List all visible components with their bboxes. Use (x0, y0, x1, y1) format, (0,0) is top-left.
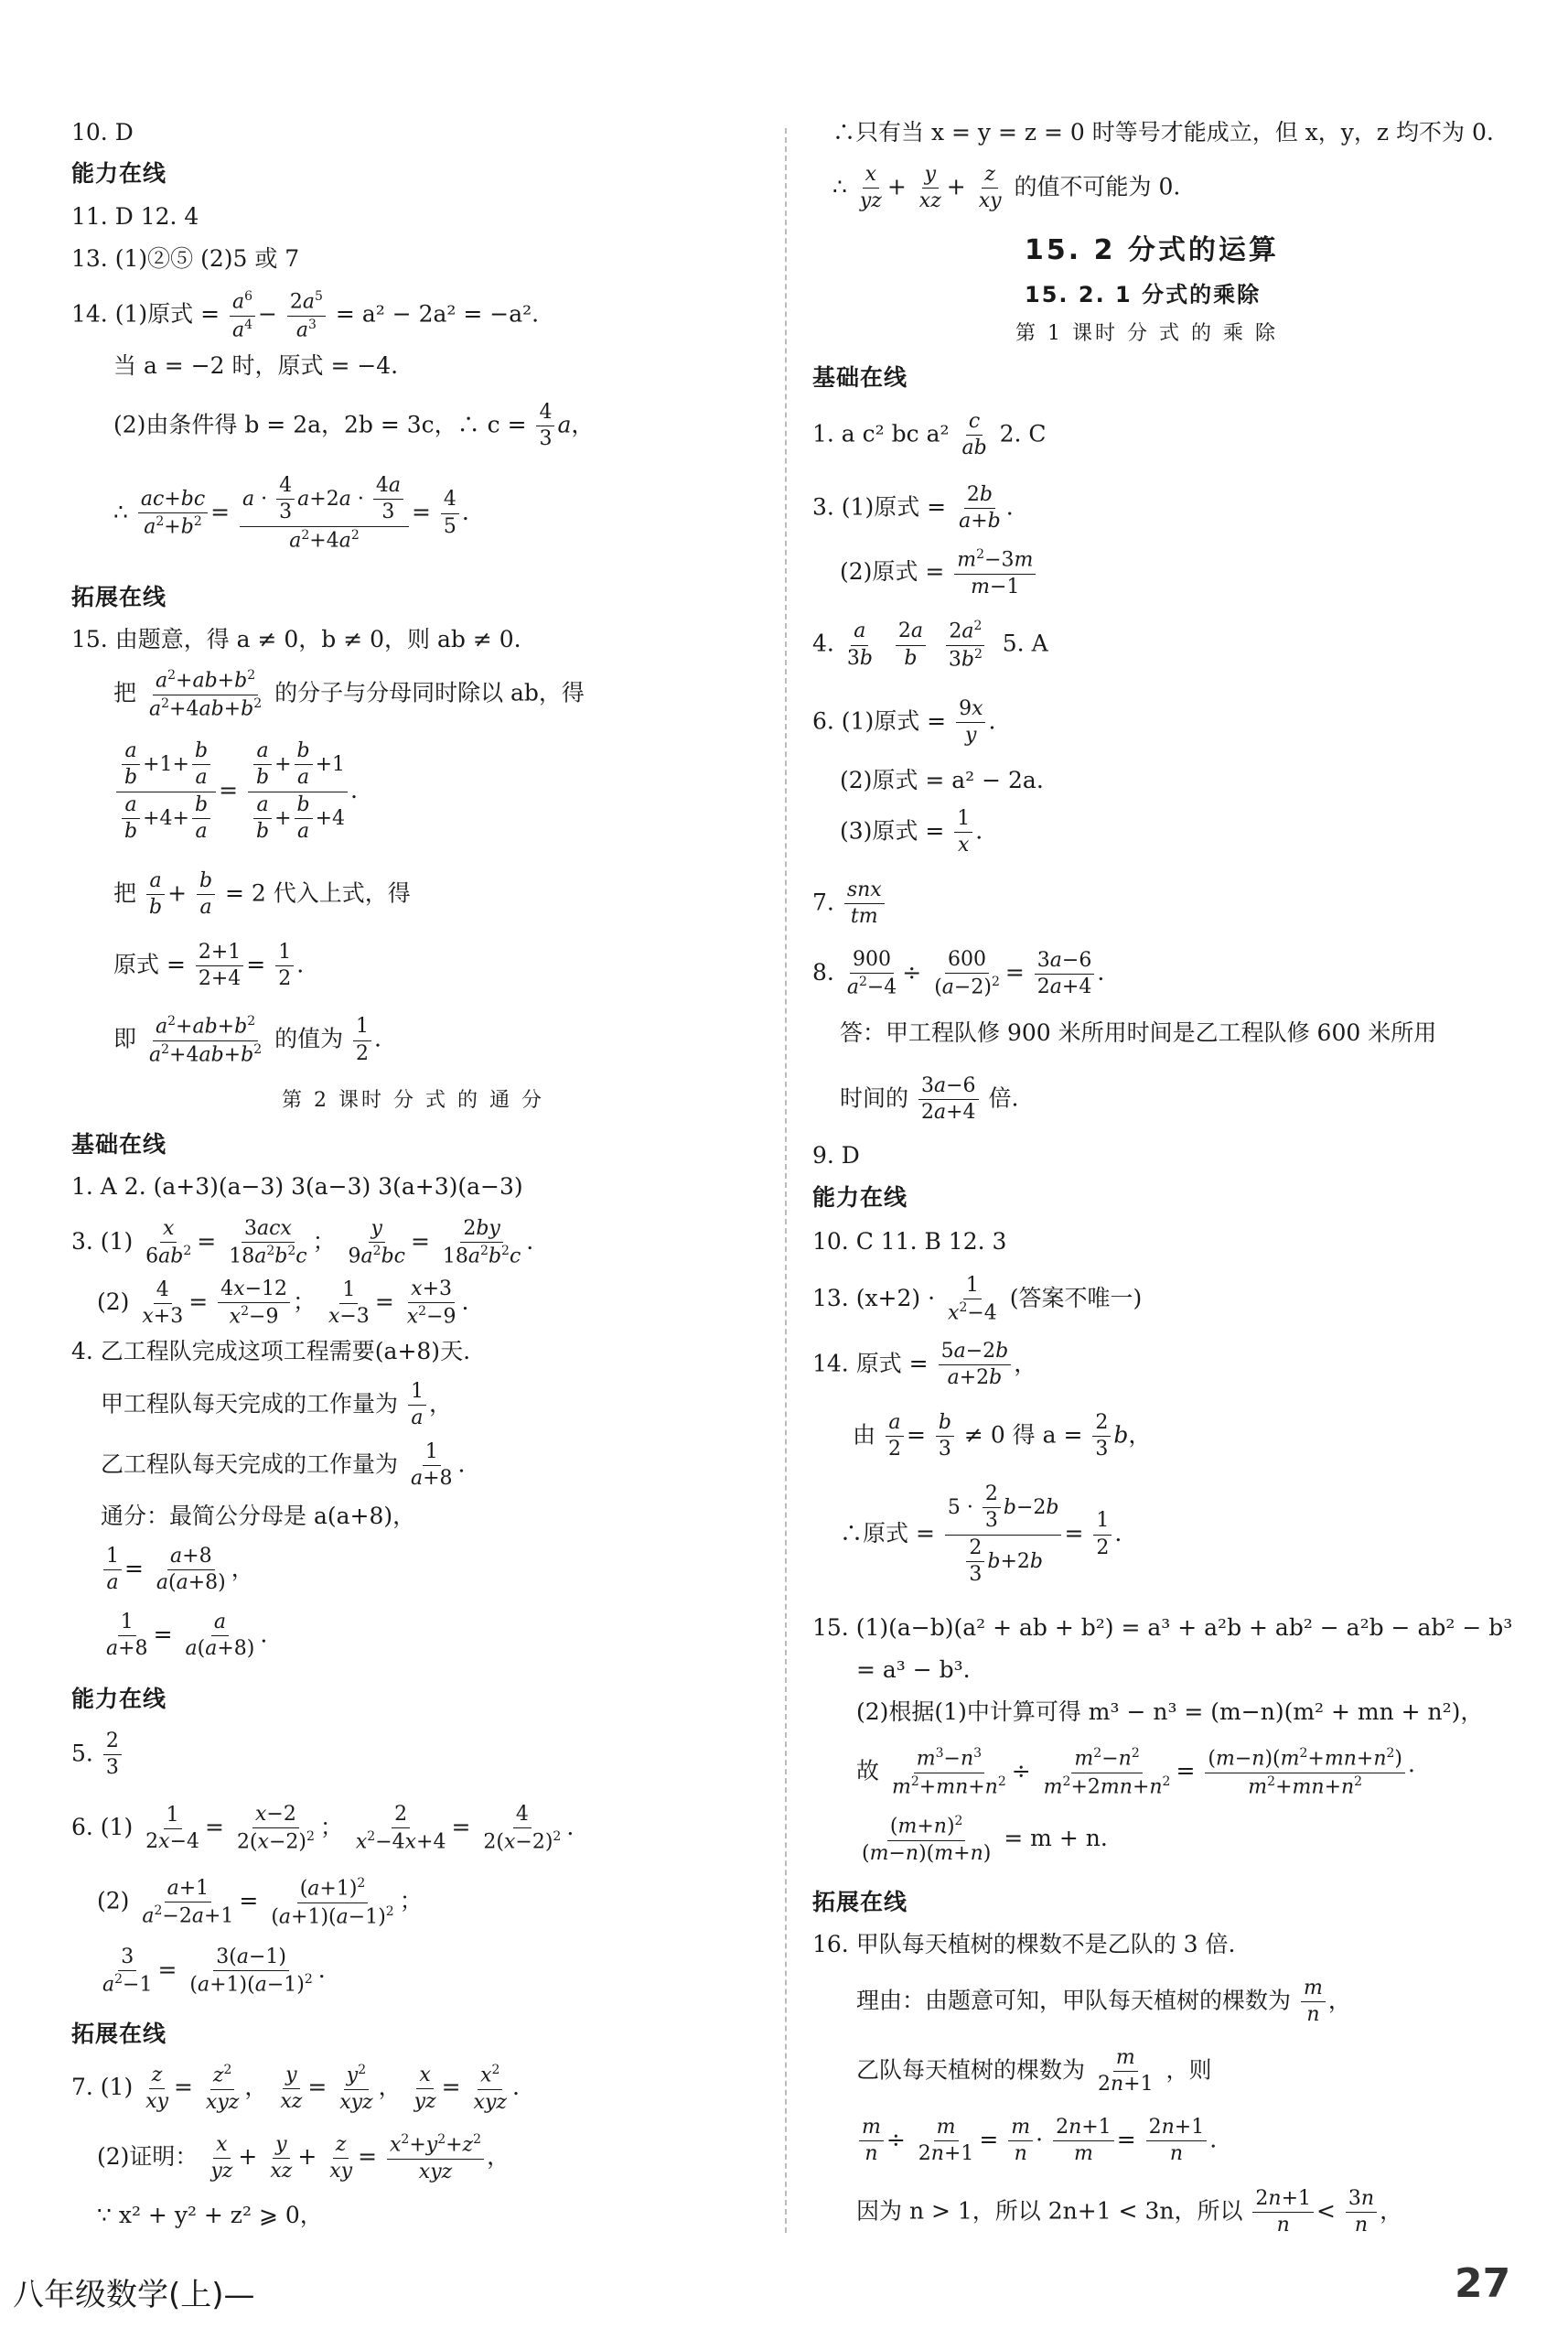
answer-6-3: $\frac{3}{a^2-1}$ = $\frac{3(a-1)}{(a+1)(a-1)^2}$ . (102, 1946, 326, 1997)
answer-4-line5: $\frac{1}{a}$ = $\frac{a+8}{a(a+8)}$ ， (101, 1545, 254, 1596)
section-expand-2: 拓展在线 (71, 2021, 167, 2047)
answer-r16-4: $\frac{m}{n}$ ÷ $\frac{m}{2n+1}$ = $\frac{m}{n}$ · $\frac{2n+1}{m}$ = $\frac{2n+1}{n}$ . (856, 2116, 1217, 2167)
answer-4-line3: 乙工程队每天完成的工作量为 $\frac{1}{a+8}$ . (101, 1440, 466, 1491)
section-expand: 拓展在线 (71, 584, 167, 610)
answer-4-line1: 4. 乙工程队完成这项工程需要(a+8)天. (71, 1338, 471, 1364)
answer-15-line3: $\frac{a}{b}$ +1+ $\frac{b}{a}$ $\frac{a}{b}$ +4+ $\frac{b}{a}$ = $\frac{a}{b}$ + $\frac{b}{a}$ +1 $\frac{a}{b}$ + $\frac{b}{a}$ +4 . (113, 739, 358, 845)
answer-15-line5: 原式 = $\frac{2+1}{2+4}$ = $\frac{1}{2}$ . (113, 941, 305, 991)
answer-15-line4: 把 $\frac{a}{b}$ + $\frac{b}{a}$ = 2 代入上式，得 (113, 869, 411, 920)
answer-r6-2: (2)原式 = a² − 2a. (840, 767, 1044, 793)
answer-14-line2: 当 a = −2 时，原式 = −4. (113, 352, 399, 379)
answer-15-line1: 15. 由题意，得 a ≠ 0，b ≠ 0，则 ab ≠ 0. (71, 626, 521, 652)
grade-label: 八年级数学(上)— (13, 2277, 255, 2313)
answer-4-line4: 通分：最简公分母是 a(a+8)， (101, 1503, 416, 1529)
answer-r6-1: 6. (1)原式 = $\frac{9x}{y}$ . (812, 697, 996, 748)
answer-r14-3: ∴原式 = 5 · $\frac{2}{3}$ b−2b $\frac{2}{3}$ b+2b = $\frac{1}{2}$ . (840, 1482, 1122, 1587)
section-ability: 能力在线 (71, 160, 167, 187)
answer-r8: 8. $\frac{900}{a^2-4}$ ÷ $\frac{600}{(a-2)^2}$ = $\frac{3a-6}{2a+4}$ . (812, 948, 1105, 999)
answer-r16-5: 因为 n > 1，所以 2n+1 < 3n，所以 $\frac{2n+1}{n}$ < $\frac{3n}{n}$ ， (856, 2187, 1403, 2237)
answer-r7: 7. $\frac{\text{snx}}{tm}$ (812, 878, 887, 930)
section-basic-right: 基础在线 (812, 364, 908, 391)
chapter-title: 15. 2 分式的运算 (1025, 234, 1279, 266)
answer-r10-12: 10. C 11. B 12. 3 (812, 1228, 1007, 1255)
answer-7-3: ∵ x² + y² + z² ⩾ 0， (97, 2202, 323, 2228)
answer-r15-2: = a³ − b³. (856, 1656, 971, 1683)
answer-r15-3: (2)根据(1)中计算可得 m³ − n³ = (m−n)(m² + mn + n²)， (856, 1698, 1484, 1725)
answer-7-final: ∴ $\frac{x}{yz}$ + $\frac{y}{xz}$ + $\frac{z}{xy}$ 的值不可能为 0. (832, 163, 1181, 213)
answer-4-line2: 甲工程队每天完成的工作量为 $\frac{1}{a}$ ， (101, 1380, 452, 1430)
lesson-heading-1: 第 1 课时 分 式 的 乘 除 (1015, 322, 1278, 345)
section-title: 15. 2. 1 分式的乘除 (1025, 282, 1262, 307)
page-number: 27 (1455, 2260, 1511, 2307)
answer-4-line6: $\frac{1}{a+8}$ = $\frac{a}{a(a+8)}$ . (106, 1611, 268, 1661)
answer-r3-2: (2)原式 = $\frac{m^2-3m}{m-1}$ (840, 547, 1038, 599)
section-ability-2: 能力在线 (71, 1686, 167, 1712)
answer-r13: 13. (x+2) · $\frac{1}{x^2-4}$ (答案不唯一) (812, 1274, 1143, 1325)
answer-7-1: 7. (1) $\frac{z}{xy}$ = $\frac{z^2}{\text{xyz}}$ ， $\frac{y}{xz}$ = $\frac{y^2}{\text{xyz}}$ ， $\frac{x}{yz}$ = $\frac{x^2}{\text{xyz}}$ . (71, 2063, 520, 2114)
answer-6-2: (2) $\frac{a+1}{a^2-2a+1}$ = $\frac{(a+1)^2}{(a+1)(a-1)^2}$ ； (97, 1876, 423, 1929)
answer-r16-2: 理由：由题意可知，甲队每天植树的棵数为 $\frac{m}{n}$ ， (856, 1977, 1351, 2027)
section-basic: 基础在线 (71, 1131, 167, 1158)
answer-r16-1: 16. 甲队每天植树的棵数不是乙队的 3 倍. (812, 1931, 1236, 1957)
answer-14-line3: (2)由条件得 b = 2a，2b = 3c，∴ c = $\frac{4}{3}$ a， (113, 401, 595, 451)
answer-7-conclusion: ∴只有当 x = y = z = 0 时等号才能成立，但 x，y，z 均不为 0. (832, 119, 1494, 146)
answer-6-1: 6. (1) $\frac{1}{2x-4}$ = $\frac{x-2}{2(x-2)^2}$ ； $\frac{2}{x^2-4x+4}$ = $\frac{4}{2(x-2)^2}$ . (71, 1803, 575, 1854)
answer-r1-2: 1. a c² bc a² $\frac{c}{ab}$ 2. C (812, 410, 1047, 460)
answer-10: 10. D (71, 119, 134, 146)
answer-r6-3: (3)原式 = $\frac{1}{x}$ . (840, 807, 983, 857)
answer-r14-2: 由 $\frac{a}{2}$ = $\frac{b}{3}$ ≠ 0 得 a = $\frac{2}{3}$ b， (853, 1411, 1152, 1461)
column-divider (785, 128, 787, 2233)
answer-14-line4: ∴ $\frac{ac+bc}{a^2+b^2}$ = a · $\frac{4}{3}$ a+2a · $\frac{4a}{3}$ $a^2+4a^2$ = $\frac{4}{5}$ . (113, 474, 469, 553)
answer-r9: 9. D (812, 1142, 860, 1169)
answer-5: 5. $\frac{2}{3}$ (71, 1730, 124, 1781)
section-ability-right: 能力在线 (812, 1184, 908, 1211)
answer-r8-reply2: 时间的 $\frac{3a-6}{2a+4}$ 倍. (840, 1074, 1019, 1125)
answer-r15-1: 15. (1)(a−b)(a² + ab + b²) = a³ + a²b + ab² − a²b − ab² − b³ (812, 1614, 1513, 1641)
answer-r14-1: 14. 原式 = $\frac{5a-2b}{a+2b}$ ， (812, 1340, 1037, 1390)
answer-r4-5: 4. $\frac{a}{3b}$ $\frac{2a}{b}$ $\frac{2a^2}{3b^2}$ 5. A (812, 619, 1048, 672)
section-expand-right: 拓展在线 (812, 1889, 908, 1915)
answer-14-line1: 14. (1)原式 = $\frac{a^6}{a^4}$ − $\frac{2a^5}{a^3}$ = a² − 2a² = −a². (71, 289, 540, 342)
answer-11-12: 11. D 12. 4 (71, 203, 199, 230)
answer-3-2: (2) $\frac{4}{x+3}$ = $\frac{4x-12}{x^2-9}$ ； $\frac{1}{x-3}$ = $\frac{x+3}{x^2-9}$ . (97, 1277, 469, 1329)
answer-r16-3: 乙队每天植树的棵数为 $\frac{m}{2n+1}$ ，则 (856, 2046, 1212, 2096)
answer-r15-5: $\frac{(m+n)^2}{(m-n)(m+n)}$ = m + n. (862, 1814, 1108, 1865)
answer-7-2: (2)证明： $\frac{x}{yz}$ + $\frac{y}{xz}$ + $\frac{z}{xy}$ = $\frac{x^2+y^2+z^2}{\text{xyz}}$ ， (97, 2132, 510, 2183)
lesson-heading-2: 第 2 课时 分 式 的 通 分 (282, 1089, 544, 1112)
answer-r8-reply1: 答：甲工程队修 900 米所用时间是乙工程队修 600 米所用 (840, 1019, 1437, 1046)
answer-1-3: 1. A 2. (a+3)(a−3) 3(a−3) 3(a+3)(a−3) (71, 1173, 523, 1200)
answer-13: 13. (1)②⑤ (2)5 或 7 (71, 245, 300, 272)
answer-r3-1: 3. (1)原式 = $\frac{2b}{a+b}$ . (812, 483, 1014, 534)
answer-3-1: 3. (1) $\frac{x}{6ab^2}$ = $\frac{\text{3acx}}{18a^2b^2c}$ ； $\frac{y}{9a^2bc}$ = $\frac{2by}{18a^2b^2c}$ . (71, 1217, 534, 1268)
answer-r15-4: 故 $\frac{m^3-n^3}{m^2+mn+n^2}$ ÷ $\frac{m^2-n^2}{m^2+2mn+n^2}$ = $\frac{(m-n)(m^2+mn+n^2)}{m^2+mn+n^2}$ · (856, 1746, 1415, 1799)
answer-15-line6: 即 $\frac{a^2+ab+b^2}{a^2+4ab+b^2}$ 的值为 $\frac{1}{2}$ . (113, 1014, 381, 1067)
answer-15-line2: 把 $\frac{a^2+ab+b^2}{a^2+4ab+b^2}$ 的分子与分母同时除以 ab，得 (113, 668, 585, 721)
